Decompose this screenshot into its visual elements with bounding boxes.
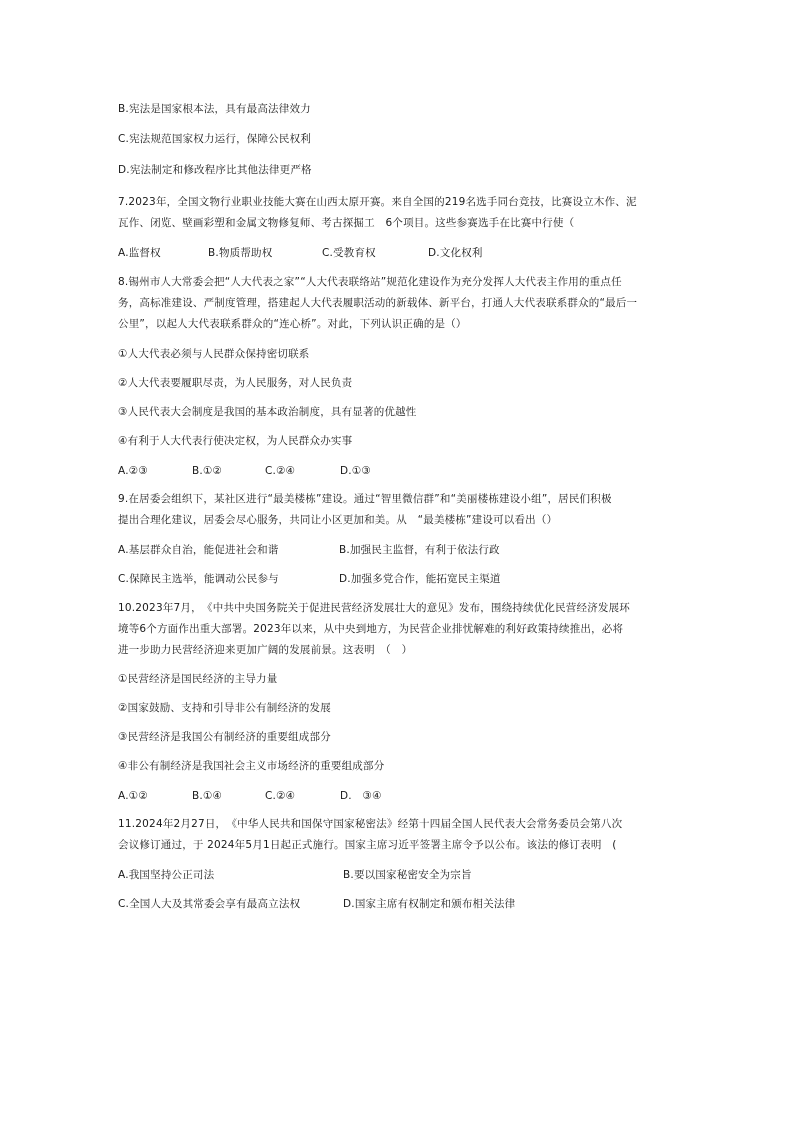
q10-stem-line-1: 10.2023年7月， 《中共中央国务院关于促进民营经济发展壮大的意见》发布，围绕持续优化民营经济发展环 [118, 602, 630, 614]
q7-option-d: D.文化权利 [428, 247, 483, 259]
q6-option-c: C.宪法规范国家权力运行，保障公民权利 [118, 133, 311, 145]
q10-stem-line-2: 境等6个方面作出重大部署。2023年以来，从中央到地方，为民营企业排忧解难的利好政策持续推出，必将 [118, 623, 624, 635]
q10-stem-line-3: 进一步助力民营经济迎来更加广阔的发展前景。这表明 （ ） [118, 644, 413, 656]
q11-option-a: A.我国坚持公正司法 [118, 869, 215, 881]
q10-option-d: D. ③④ [340, 790, 382, 802]
q11-option-c: C.全国人大及其常委会享有最高立法权 [118, 898, 301, 910]
q9-option-d: D.加强多党合作，能拓宽民主渠道 [339, 573, 501, 585]
q10-statement-3: ③民营经济是我国公有制经济的重要组成部分 [118, 731, 331, 743]
q8-statement-1: ①人大代表必须与人民群众保持密切联系 [118, 348, 310, 360]
q10-option-c: C.②④ [265, 790, 296, 802]
q8-stem-line-3: 公里”，以起人大代表联系群众的“连心桥”。对此，下列认识正确的是（） [118, 318, 467, 330]
q7-option-c: C.受教育权 [322, 247, 376, 259]
q8-option-a: A.②③ [118, 465, 148, 477]
q9-option-c: C.保障民主选举，能调动公民参与 [118, 573, 279, 585]
q9-stem-line-2: 提出合理化建议，居委会尽心服务，共同让小区更加和美。从 “最美楼栋”建设可以看出（） [118, 514, 558, 526]
q7-stem-line-1: 7.2023年，全国文物行业职业技能大赛在山西太原开赛。来自全国的219名选手同台竞技，比赛设立木作、泥 [118, 196, 637, 208]
q8-statement-3: ③人民代表大会制度是我国的基本政治制度，具有显著的优越性 [118, 406, 417, 418]
q11-stem-line-1: 11.2024年2月27日， 《中华人民共和国保守国家秘密法》经第十四届全国人民代表大会常务委员会第八次 [118, 818, 623, 830]
q7-option-b: B.物质帮助权 [208, 247, 273, 259]
q7-stem-line-2: 瓦作、闭览、壁画彩塑和金属文物修复师、考古探掘工 6个项目。这些参赛选手在比赛中行使（ [118, 217, 575, 229]
q6-option-b: B.宪法是国家根本法，具有最高法律效力 [118, 103, 311, 115]
q8-option-c: C.②④ [265, 465, 296, 477]
q7-option-a: A.监督权 [118, 247, 161, 259]
q8-stem-line-2: 务，高标准建设、严制度管理，搭建起人大代表履职活动的新载体、新平台，打通人大代表联系群众的“最后一 [118, 297, 638, 309]
q8-stem-line-1: 8.锡州市人大常委会把“人大代表之家”“人大代表联络站”规范化建设作为充分发挥人大代表主作用的重点任 [118, 276, 622, 288]
q9-stem-line-1: 9.在居委会组织下，某社区进行“最美楼栋”建设。通过“智里微信群”和“美丽楼栋建设小组”，居民们积极 [118, 493, 612, 505]
q8-option-d: D.①③ [340, 465, 372, 477]
q10-option-b: B.①④ [192, 790, 223, 802]
q11-stem-line-2: 会议修订通过，于 2024年5月1日起正式施行。国家主席习近平签署主席令予以公布。该法的修订表明 ( [118, 839, 617, 851]
q6-option-d: D.宪法制定和修改程序比其他法律更严格 [118, 164, 312, 176]
q8-statement-2: ②人大代表要履职尽责，为人民服务，对人民负责 [118, 377, 353, 389]
q10-option-a: A.①② [118, 790, 148, 802]
q8-option-b: B.①② [192, 465, 223, 477]
q10-statement-4: ④非公有制经济是我国社会主义市场经济的重要组成部分 [118, 760, 385, 772]
q10-statement-2: ②国家鼓励、支持和引导非公有制经济的发展 [118, 702, 331, 714]
q11-option-d: D.国家主席有权制定和颁布相关法律 [343, 898, 516, 910]
q11-option-b: B.要以国家秘密安全为宗旨 [343, 869, 472, 881]
q10-statement-1: ①民营经济是国民经济的主导力量 [118, 673, 278, 685]
q9-option-b: B.加强民主监督，有利于依法行政 [339, 544, 500, 556]
q8-statement-4: ④有利于人大代表行使决定权，为人民群众办实事 [118, 435, 353, 447]
q9-option-a: A.基层群众自治，能促进社会和谐 [118, 544, 279, 556]
